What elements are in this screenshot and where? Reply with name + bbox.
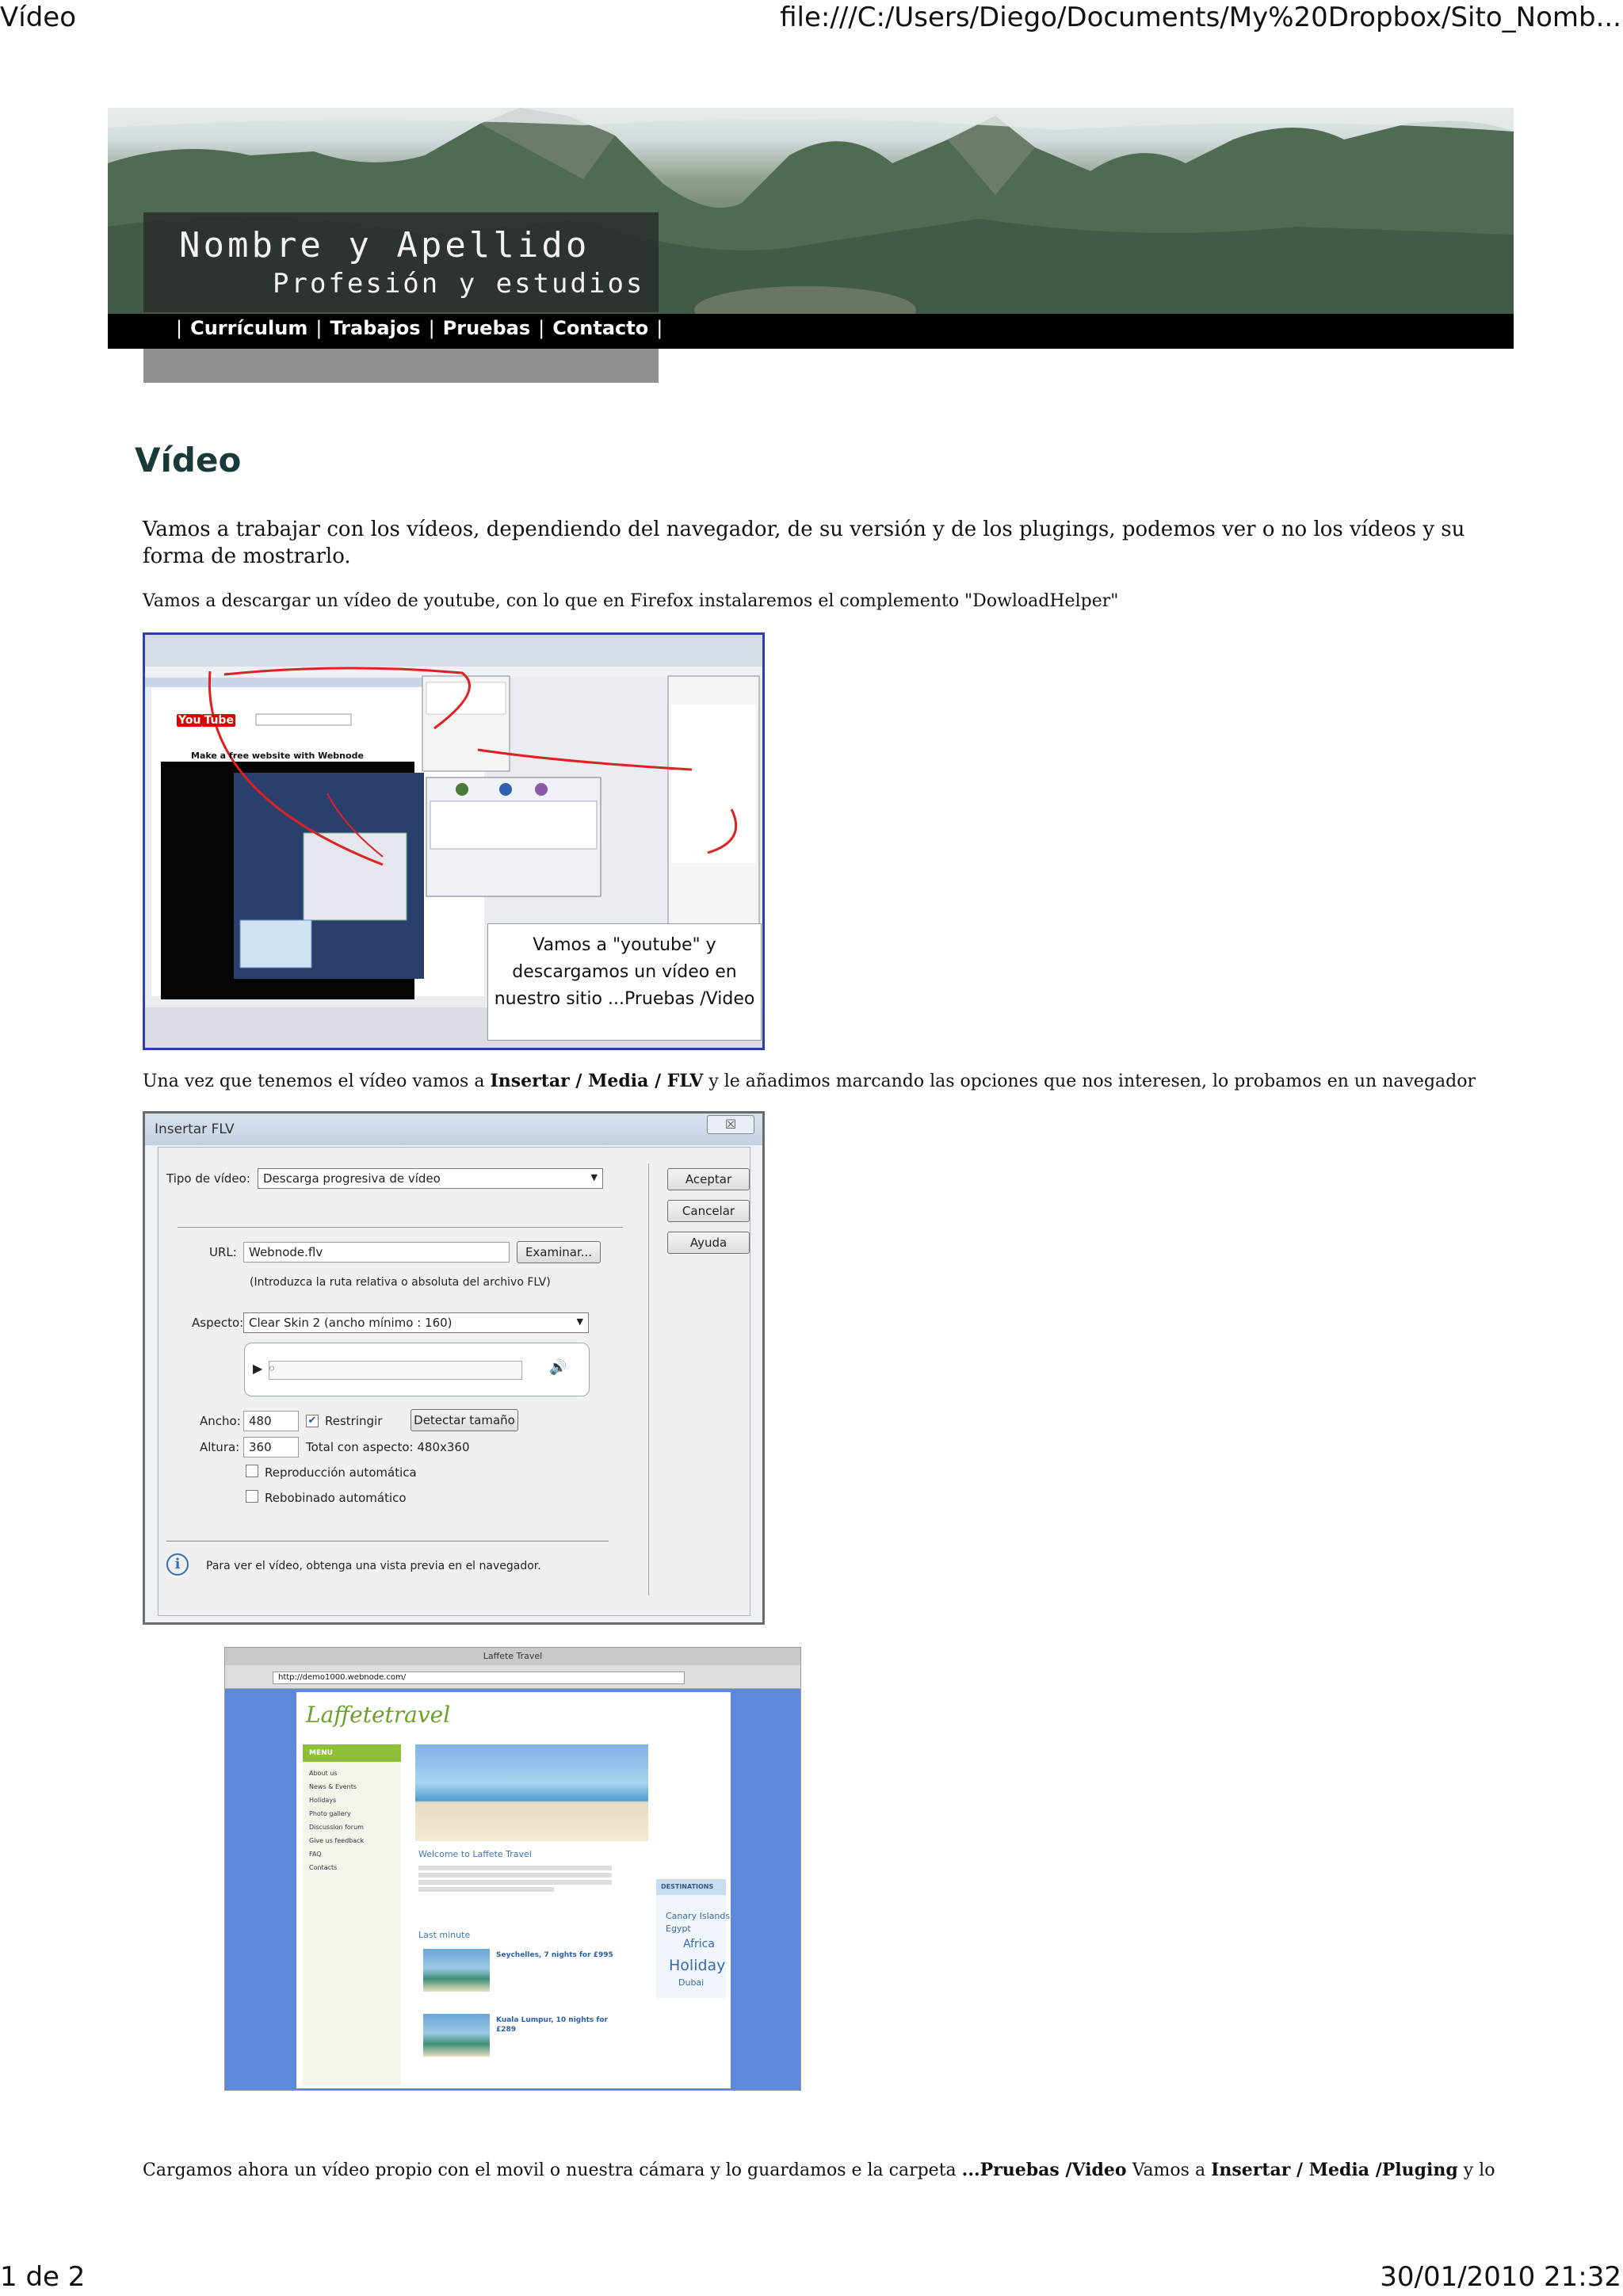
autorewind-checkbox[interactable] <box>246 1490 258 1503</box>
sidebar-item: Discussion forum <box>309 1824 364 1831</box>
sidebar-item: Photo gallery <box>309 1810 351 1817</box>
insert-flv-dialog <box>143 1111 765 1625</box>
skin-select[interactable] <box>243 1312 589 1333</box>
width-input[interactable]: 480 <box>243 1411 299 1431</box>
menu-path: Insertar / Media / FLV <box>490 1071 704 1091</box>
skin-preview-player <box>244 1343 590 1396</box>
offer-link: Seychelles, 7 nights for £995 <box>496 1951 613 1959</box>
travel-site-logo: Laffetetravel <box>306 1702 451 1728</box>
play-icon: ▶ <box>253 1361 263 1376</box>
youtube-video-title: Make a free website with Webnode <box>191 751 364 761</box>
screenshot-caption <box>487 923 762 1041</box>
width-label: Ancho: <box>200 1414 241 1428</box>
youtube-logo <box>177 714 235 727</box>
chevron-down-icon: ▼ <box>590 1172 598 1182</box>
download-paragraph: Vamos a descargar un vídeo de youtube, con lo que en Firefox instalaremos el complemento "DowloadHelper" <box>143 591 1119 611</box>
nav-link-curriculum[interactable]: Currículum <box>190 317 308 339</box>
sidebar-item: Holidays <box>309 1797 337 1804</box>
text-span: Cargamos ahora un vídeo propio con el movil o nuestra cámara y lo guardamos e la carpeta <box>143 2160 962 2180</box>
url-hint: (Introduzca la ruta relativa o absoluta del archivo FLV) <box>250 1276 551 1289</box>
browser-window-title: Laffete Travel <box>225 1648 800 1665</box>
close-icon[interactable]: ☒ <box>707 1115 754 1134</box>
info-text: Para ver el vídeo, obtenga una vista previa en el navegador. <box>206 1560 541 1572</box>
caption-line: descargamos un vídeo en <box>512 962 737 983</box>
detect-size-button[interactable]: Detectar tamaño <box>411 1409 518 1431</box>
nav-link-trabajos[interactable]: Trabajos <box>330 317 421 339</box>
nav-link-pruebas[interactable]: Pruebas <box>442 317 531 339</box>
height-label: Altura: <box>200 1440 240 1454</box>
destinations-title: DESTINATIONS <box>656 1879 726 1895</box>
youtube-logo-tube: Tube <box>204 714 234 727</box>
video-type-select[interactable] <box>258 1168 603 1189</box>
site-name: Nombre y Apellido <box>179 225 590 266</box>
welcome-text-block <box>418 1863 612 1894</box>
travel-site-page <box>296 1692 731 2088</box>
text-line <box>418 1873 612 1878</box>
ok-button[interactable]: Aceptar <box>667 1168 750 1190</box>
banner-tab <box>143 349 659 383</box>
dialog-titlebar <box>145 1114 762 1145</box>
volume-icon: 🔊 <box>549 1359 567 1376</box>
sidebar-item: News & Events <box>309 1783 357 1790</box>
youtube-logo-you: You <box>178 714 201 727</box>
caption-line: Vamos a "youtube" y <box>533 935 716 955</box>
seek-bar <box>269 1361 522 1380</box>
sidebar-item: FAQ <box>309 1851 322 1858</box>
skin-label: Aspecto: <box>192 1316 244 1330</box>
last-minute-heading: Last minute <box>418 1930 471 1940</box>
text-line <box>418 1887 554 1892</box>
plugin-paragraph <box>143 2159 1495 2183</box>
print-header-url: file:///C:/Users/Diego/Documents/My%20Dropbox/Sito_Nomb... <box>780 2 1621 33</box>
text-span: Vamos a <box>1126 2160 1212 2180</box>
cancel-button[interactable]: Cancelar <box>667 1200 750 1222</box>
tag-word: Africa <box>683 1938 715 1950</box>
autorewind-label: Rebobinado automático <box>265 1491 407 1505</box>
caption-line: nuestro sitio ...Pruebas /Video <box>494 989 755 1010</box>
text-line <box>418 1880 612 1885</box>
dialog-title: Insertar FLV <box>155 1121 235 1137</box>
sidebar-menu <box>303 1762 401 1879</box>
chevron-down-icon: ▼ <box>576 1316 583 1327</box>
scrubber-icon: ◦ <box>267 1359 277 1378</box>
text-span: y le añadimos marcando las opciones que nos interesen, lo probamos en un navegador <box>703 1072 1476 1091</box>
menu-path: Insertar / Media /Pluging <box>1211 2160 1458 2180</box>
print-footer-page: 1 de 2 <box>0 2261 86 2293</box>
destinations-box <box>656 1879 731 1998</box>
video-type-value: Descarga progresiva de vídeo <box>263 1171 441 1186</box>
page-title: Vídeo <box>135 441 242 479</box>
info-icon: i <box>166 1553 189 1576</box>
beach-hero-image <box>415 1744 648 1841</box>
site-profession: Profesión y estudios <box>273 268 645 300</box>
dialog-body <box>158 1147 750 1616</box>
nav-separator: | <box>538 317 545 339</box>
skin-value: Clear Skin 2 (ancho mínimo : 160) <box>249 1316 453 1330</box>
sidebar-menu-title: MENU <box>303 1744 401 1762</box>
tag-word: Canary Islands <box>666 1911 731 1921</box>
tag-word: Holiday <box>669 1957 726 1974</box>
text-span: y lo <box>1457 2160 1495 2180</box>
height-input[interactable]: 360 <box>243 1437 299 1457</box>
print-footer-datetime: 30/01/2010 21:32 <box>1380 2261 1621 2293</box>
youtube-download-screenshot <box>143 632 765 1050</box>
insert-flv-paragraph <box>143 1070 1490 1094</box>
restrict-label: Restringir <box>325 1414 383 1428</box>
welcome-heading: Welcome to Laffete Travel <box>418 1849 532 1859</box>
url-input[interactable]: Webnode.flv <box>243 1242 510 1263</box>
offer-link: Kuala Lumpur, 10 nights for £289 <box>496 2016 608 2034</box>
restrict-checkbox[interactable]: ✔ <box>306 1415 319 1427</box>
main-nav <box>176 317 663 339</box>
url-label: URL: <box>209 1245 237 1259</box>
offer-thumbnail <box>423 1949 490 1992</box>
text-span: Una vez que tenemos el vídeo vamos a <box>143 1072 491 1091</box>
help-button[interactable]: Ayuda <box>667 1232 750 1254</box>
nav-link-contacto[interactable]: Contacto <box>552 317 649 339</box>
text-line <box>418 1866 612 1870</box>
tag-word: Egypt <box>666 1924 691 1934</box>
print-header-title: Vídeo <box>0 2 77 33</box>
intro-paragraph: Vamos a trabajar con los vídeos, dependiendo del navegador, de su versión y de los plugings, podemos ver o no los vídeos y su forma de mostrarlo. <box>143 518 1465 568</box>
nav-separator: | <box>176 317 183 339</box>
autoplay-label: Reproducción automática <box>265 1465 417 1480</box>
sidebar-item: Contacts <box>309 1864 338 1871</box>
total-size-label: Total con aspecto: 480x360 <box>306 1440 470 1454</box>
divider <box>178 1227 623 1228</box>
tag-word: Dubai <box>678 1977 705 1988</box>
sidebar-item: About us <box>309 1770 338 1777</box>
browser-address-bar: http://demo1000.webnode.com/ <box>273 1671 685 1684</box>
folder-path: ...Pruebas /Video <box>961 2160 1127 2180</box>
browser-preview-screenshot <box>224 1647 801 2091</box>
sidebar-item: Give us feedback <box>309 1837 365 1844</box>
travel-site-sidebar <box>303 1744 401 2085</box>
nav-separator: | <box>315 317 323 339</box>
nav-separator: | <box>428 317 435 339</box>
autoplay-checkbox[interactable] <box>246 1465 258 1477</box>
nav-separator: | <box>656 317 663 339</box>
browse-button[interactable]: Examinar... <box>517 1241 601 1263</box>
divider <box>648 1163 649 1595</box>
offer-thumbnail <box>423 2014 490 2057</box>
video-type-label: Tipo de vídeo: <box>166 1171 250 1186</box>
